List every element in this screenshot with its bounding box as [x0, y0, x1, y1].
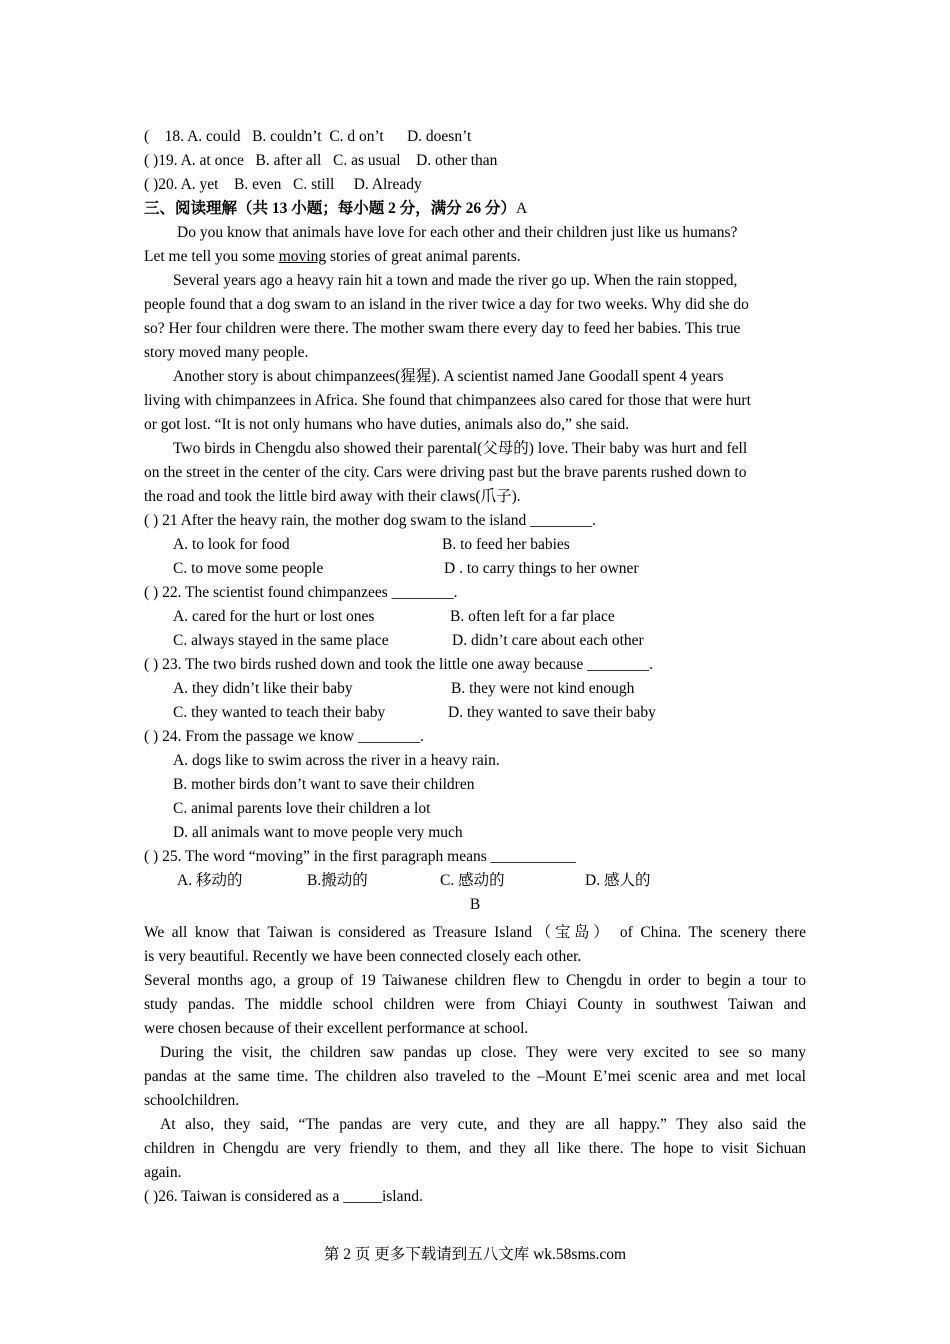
question-21: [144, 509, 806, 533]
answer-paren: ( ): [144, 176, 159, 193]
option-b: B. to feed her babies: [442, 536, 570, 553]
option-row: [144, 533, 806, 557]
option-d: D . to carry things to her owner: [444, 560, 639, 577]
option-c: C. they wanted to teach their baby: [173, 704, 386, 721]
option-row: [144, 557, 806, 581]
option-d: D. they wanted to save their baby: [448, 704, 656, 721]
answer-paren: ( ): [144, 584, 159, 601]
option-a: A. could: [187, 128, 241, 145]
passage-b-line: children in Chengdu are very friendly to them, and they all like there. The hope to visit Sichuan: [144, 1140, 806, 1157]
question-number: 20.: [158, 176, 178, 193]
question-18: [144, 125, 806, 149]
page-footer: 第 2 页 更多下载请到五八文库 wk.58sms.com: [323, 1246, 627, 1263]
option-d: D. doesn’t: [406, 128, 472, 145]
passage-b-line: is very beautiful. Recently we have been connected closely each other.: [144, 948, 582, 965]
passage-b-line: Several months ago, a group of 19 Taiwanese children flew to Chengdu in order to begin a tour to: [144, 972, 806, 989]
passage-a-line: so? Her four children were there. The mother swam there every day to feed her babies. This true: [144, 320, 741, 337]
option-row: [144, 629, 806, 653]
answer-paren: ( ): [144, 1188, 159, 1205]
option-b: B.搬动的: [307, 872, 368, 889]
question-22: [144, 581, 806, 605]
answer-paren: ( ): [144, 728, 159, 745]
option-b: B. after all: [255, 152, 322, 169]
question-26: [144, 1185, 806, 1209]
passage-a-line: the road and took the little bird away with their claws(爪子).: [144, 488, 521, 505]
option-d: D. other than: [416, 152, 498, 169]
question-stem: 22. The scientist found chimpanzees ________.: [162, 584, 458, 601]
passage-a-line: [144, 245, 806, 269]
answer-paren: (: [144, 128, 150, 145]
option-c: C. still: [292, 176, 335, 193]
option-a: A. dogs like to swim across the river in a heavy rain.: [173, 752, 500, 769]
passage-a-label: A: [516, 200, 528, 217]
option-c: C. to move some people: [173, 560, 324, 577]
text-run: stories of great animal parents.: [326, 248, 521, 265]
option-d: D. Already: [353, 176, 422, 193]
option-row: [144, 869, 806, 893]
option-d: D. all animals want to move people very much: [173, 824, 463, 841]
question-20: [144, 173, 806, 197]
passage-a-line: people found that a dog swam to an island in the river twice a day for two weeks. Why did she do: [144, 296, 749, 313]
option-row: [144, 701, 806, 725]
passage-a-line: Another story is about chimpanzees(猩猩). A scientist named Jane Goodall spent 4 years: [173, 368, 724, 385]
option-b: B. often left for a far place: [450, 608, 615, 625]
passage-a-line: Do you know that animals have love for each other and their children just like us humans?: [177, 224, 738, 241]
passage-a: [144, 221, 806, 509]
passage-b-line: During the visit, the children saw pandas up close. They were very excited to see so many: [160, 1044, 806, 1061]
passage-b-line: were chosen because of their excellent performance at school.: [144, 1020, 529, 1037]
option-d: D. didn’t care about each other: [452, 632, 644, 649]
passage-b-line: schoolchildren.: [144, 1092, 240, 1109]
option-a: A. to look for food: [173, 536, 290, 553]
question-stem: 23. The two birds rushed down and took the little one away because ________.: [162, 656, 653, 673]
question-19: [144, 149, 806, 173]
option-d: D. 感人的: [585, 872, 651, 889]
text-run: Let me tell you some: [144, 248, 279, 265]
option-a: A. cared for the hurt or lost ones: [173, 608, 375, 625]
question-24: [144, 725, 806, 749]
answer-paren: ( ): [144, 152, 159, 169]
answer-paren: ( ): [144, 848, 159, 865]
section-title: 三、阅读理解（共 13 小题；每小题 2 分，满分 26 分）: [144, 200, 517, 217]
passage-b-label: B: [469, 896, 481, 913]
option-b: B. even: [234, 176, 282, 193]
passage-a-line: or got lost. “It is not only humans who have duties, animals also do,” she said.: [144, 416, 630, 433]
passage-b: [144, 921, 806, 1185]
passage-a-line: on the street in the center of the city. Cars were driving past but the brave parents rushed down to: [144, 464, 747, 481]
question-stem: 21 After the heavy rain, the mother dog swam to the island ________.: [162, 512, 596, 529]
passage-a-line: Several years ago a heavy rain hit a town and made the river go up. When the rain stopped,: [173, 272, 738, 289]
option-row: [144, 605, 806, 629]
question-25: [144, 845, 806, 869]
passage-b-line: study pandas. The middle school children were from Chiayi County in southwest Taiwan and: [144, 996, 806, 1013]
option-a: A. 移动的: [177, 872, 243, 889]
option-c: C. animal parents love their children a lot: [173, 800, 431, 817]
option-a: A. at once: [180, 152, 244, 169]
passage-b-line: At also, they said, “The pandas are very cute, and they are all happy.” They also said the: [160, 1116, 806, 1133]
passage-a-line: living with chimpanzees in Africa. She found that chimpanzees also cared for those that were hurt: [144, 392, 751, 409]
question-number: 18.: [164, 128, 185, 145]
section-heading: [144, 197, 806, 221]
passage-a-line: Two birds in Chengdu also showed their parental(父母的) love. Their baby was hurt and fell: [173, 440, 748, 457]
option-b: B. couldn’t: [252, 128, 322, 145]
document-page: [144, 125, 806, 1209]
option-b: B. mother birds don’t want to save their children: [173, 776, 475, 793]
option-a: A. yet: [180, 176, 219, 193]
option-c: C. d on’t: [329, 128, 384, 145]
question-23: [144, 653, 806, 677]
passage-b-line: again.: [144, 1164, 182, 1181]
answer-paren: ( ): [144, 512, 159, 529]
question-number: 19.: [158, 152, 178, 169]
question-stem: 24. From the passage we know ________.: [162, 728, 424, 745]
option-row: [144, 677, 806, 701]
option-b: B. they were not kind enough: [451, 680, 635, 697]
question-stem: 25. The word “moving” in the first paragraph means ___________: [162, 848, 576, 865]
passage-b-line: pandas at the same time. The children also traveled to the –Mount E’mei scenic area and met local: [144, 1068, 806, 1085]
answer-paren: ( ): [144, 656, 159, 673]
option-c: C. always stayed in the same place: [173, 632, 389, 649]
question-stem: 26. Taiwan is considered as a _____island.: [158, 1188, 423, 1205]
option-c: C. as usual: [332, 152, 401, 169]
underlined-word: moving: [278, 248, 327, 265]
option-a: A. they didn’t like their baby: [173, 680, 353, 697]
option-c: C. 感动的: [440, 872, 505, 889]
passage-a-line: story moved many people.: [144, 344, 309, 361]
passage-b-line: We all know that Taiwan is considered as Treasure Island（宝岛） of China. The scenery there: [144, 924, 806, 941]
